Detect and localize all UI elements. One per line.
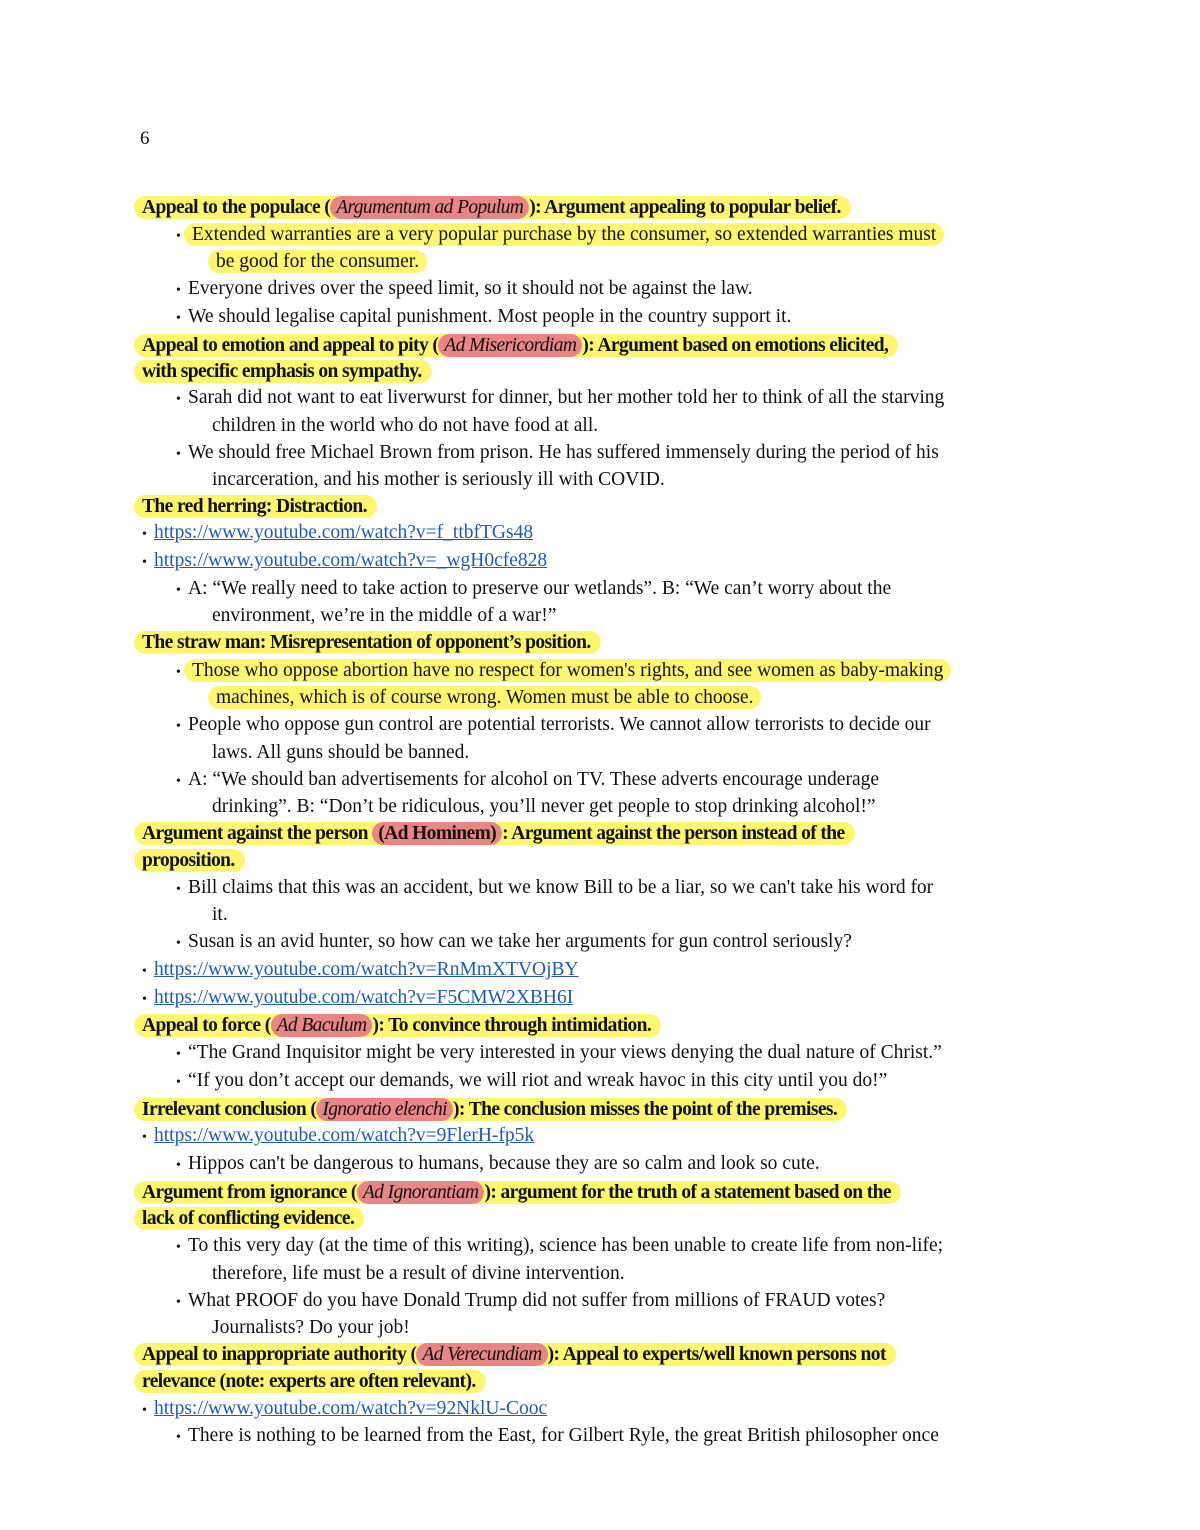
latin-term: Ignoratio elenchi xyxy=(316,1098,453,1121)
bullet-icon: • xyxy=(176,1240,181,1255)
bullet-icon: • xyxy=(176,665,181,680)
bullet-icon: • xyxy=(176,936,181,951)
example-item: • “If you don’t accept our demands, we will riot and wreak havoc in this city until you do!” xyxy=(176,1068,887,1096)
bullet-icon: • xyxy=(142,992,147,1007)
video-link-item xyxy=(142,1123,534,1151)
example-item-continued: environment, we’re in the middle of a war!” xyxy=(212,605,557,626)
video-link-item xyxy=(142,548,547,576)
bullet-icon: • xyxy=(142,555,147,570)
bullet-icon: • xyxy=(142,1403,147,1418)
bullet-icon: • xyxy=(176,311,181,326)
bullet-icon: • xyxy=(176,283,181,298)
bullet-icon: • xyxy=(142,1130,147,1145)
section-heading-ad-baculum: Appeal to force ( Ad Baculum ): To convince through intimidation. xyxy=(142,1013,661,1039)
video-link[interactable]: https://www.youtube.com/watch?v=92NklU-Cooc xyxy=(154,1398,548,1419)
section-heading-continued: with specific emphasis on sympathy. xyxy=(142,359,432,385)
video-link-item xyxy=(142,1396,547,1424)
video-link[interactable]: https://www.youtube.com/watch?v=_wgH0cfe828 xyxy=(154,550,548,571)
example-item-continued: drinking”. B: “Don’t be ridiculous, you’ll never get people to stop drinking alcohol!” xyxy=(212,796,876,817)
video-link-item xyxy=(142,520,533,548)
bullet-icon: • xyxy=(176,1158,181,1173)
section-heading-ad-misericordiam: Appeal to emotion and appeal to pity ( Ad Misericordiam ): Argument based on emotions elicited, xyxy=(142,333,898,359)
video-link-item xyxy=(142,985,573,1013)
example-item-continued: Journalists? Do your job! xyxy=(212,1317,410,1338)
video-link-item xyxy=(142,957,579,985)
example-item: • Sarah did not want to eat liverwurst for dinner, but her mother told her to think of all the starving xyxy=(176,385,944,413)
example-item-continued: children in the world who do not have food at all. xyxy=(212,415,599,436)
bullet-icon: • xyxy=(176,1047,181,1062)
video-link[interactable]: https://www.youtube.com/watch?v=9FlerH-fp5k xyxy=(154,1125,535,1146)
latin-term: Ad Ignorantiam xyxy=(357,1181,485,1204)
example-item: • Susan is an avid hunter, so how can we take her arguments for gun control seriously? xyxy=(176,929,852,957)
bullet-icon: • xyxy=(176,447,181,462)
section-heading-ad-hominem: Argument against the person (Ad Hominem) : Argument against the person instead of the xyxy=(142,821,855,847)
bullet-icon: • xyxy=(142,964,147,979)
example-item-continued: incarceration, and his mother is seriously ill with COVID. xyxy=(212,469,665,490)
bullet-icon: • xyxy=(142,527,147,542)
example-item: • A: “We should ban advertisements for alcohol on TV. These adverts encourage underage xyxy=(176,767,879,795)
video-link[interactable]: https://www.youtube.com/watch?v=f_ttbfTGs48 xyxy=(154,522,534,543)
latin-term: (Ad Hominem) xyxy=(372,822,502,845)
bullet-icon: • xyxy=(176,774,181,789)
section-heading-ad-ignorantiam: Argument from ignorance ( Ad Ignorantiam ): argument for the truth of a statement based on the xyxy=(142,1180,901,1206)
bullet-icon: • xyxy=(176,719,181,734)
bullet-icon: • xyxy=(176,583,181,598)
bullet-icon: • xyxy=(176,1075,181,1090)
latin-term: Ad Baculum xyxy=(271,1014,373,1037)
section-heading-red-herring: The red herring: Distraction. xyxy=(142,494,377,520)
section-heading-continued: relevance (note: experts are often relevant). xyxy=(142,1369,486,1395)
example-item-continued: laws. All guns should be banned. xyxy=(212,742,470,763)
example-item: • There is nothing to be learned from the East, for Gilbert Ryle, the great British philosopher once xyxy=(176,1423,939,1451)
example-item: • Everyone drives over the speed limit, so it should not be against the law. xyxy=(176,276,753,304)
example-item-continued: machines, which is of course wrong. Women must be able to choose. xyxy=(212,685,761,711)
example-item: • To this very day (at the time of this writing), science has been unable to create life from non-life; xyxy=(176,1233,943,1261)
section-heading-straw-man: The straw man: Misrepresentation of opponent’s position. xyxy=(142,630,601,656)
bullet-icon: • xyxy=(176,229,181,244)
example-item: • Extended warranties are a very popular purchase by the consumer, so extended warranties must xyxy=(176,222,944,250)
example-item: • People who oppose gun control are potential terrorists. We cannot allow terrorists to decide our xyxy=(176,712,931,740)
section-heading-continued: proposition. xyxy=(142,848,245,874)
example-item: • Hippos can't be dangerous to humans, because they are so calm and look so cute. xyxy=(176,1151,820,1179)
video-link[interactable]: https://www.youtube.com/watch?v=RnMmXTVOjBY xyxy=(154,959,579,980)
example-item: • Bill claims that this was an accident, but we know Bill to be a liar, so we can't take his word for xyxy=(176,875,933,903)
latin-term: Ad Verecundiam xyxy=(416,1343,547,1366)
bullet-icon: • xyxy=(176,1295,181,1310)
section-heading-ignoratio-elenchi: Irrelevant conclusion ( Ignoratio elenchi ): The conclusion misses the point of the premises. xyxy=(142,1097,847,1123)
bullet-icon: • xyxy=(176,1430,181,1445)
section-heading-ad-populum: Appeal to the populace ( Argumentum ad Populum ): Argument appealing to popular belief. xyxy=(142,195,851,221)
example-item-continued: therefore, life must be a result of divine intervention. xyxy=(212,1263,625,1284)
latin-term: Argumentum ad Populum xyxy=(330,196,529,219)
video-link[interactable]: https://www.youtube.com/watch?v=F5CMW2XBH6I xyxy=(154,987,574,1008)
bullet-icon: • xyxy=(176,392,181,407)
section-heading-continued: lack of conflicting evidence. xyxy=(142,1206,364,1232)
example-item: • We should free Michael Brown from prison. He has suffered immensely during the period of his xyxy=(176,440,939,468)
section-heading-ad-verecundiam: Appeal to inappropriate authority ( Ad Verecundiam ): Appeal to experts/well known persons not xyxy=(142,1342,896,1368)
example-item: • Those who oppose abortion have no respect for women's rights, and see women as baby-making xyxy=(176,658,951,686)
latin-term: Ad Misericordiam xyxy=(438,334,582,357)
example-item: • We should legalise capital punishment. Most people in the country support it. xyxy=(176,304,791,332)
example-item-continued: it. xyxy=(212,904,228,925)
example-item: • What PROOF do you have Donald Trump did not suffer from millions of FRAUD votes? xyxy=(176,1288,885,1316)
example-item: • A: “We really need to take action to preserve our wetlands”. B: “We can’t worry about the xyxy=(176,576,891,604)
page-number: 6 xyxy=(140,128,150,149)
example-item-continued: be good for the consumer. xyxy=(212,249,427,275)
bullet-icon: • xyxy=(176,882,181,897)
example-item: • “The Grand Inquisitor might be very interested in your views denying the dual nature of Christ.” xyxy=(176,1040,942,1068)
